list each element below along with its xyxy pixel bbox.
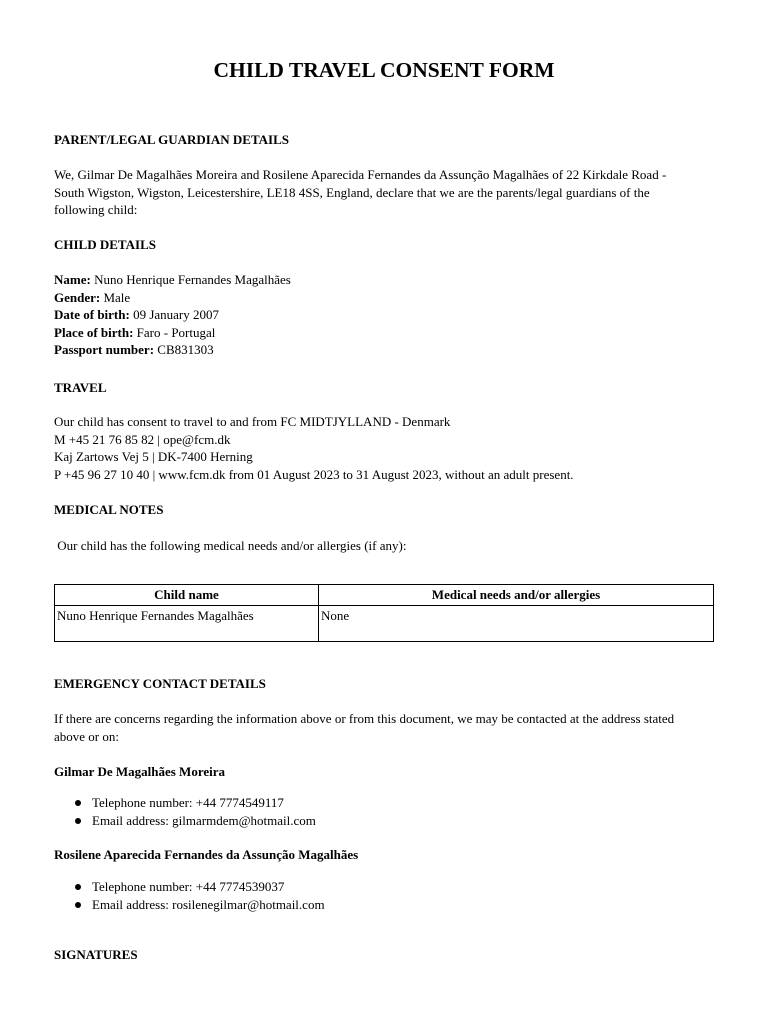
- contact-phone: Telephone number: +44 7774549117: [92, 795, 284, 810]
- emergency-intro: [54, 710, 694, 745]
- medical-heading: MEDICAL NOTES: [54, 502, 164, 517]
- child-field-name: [54, 271, 694, 289]
- contact-phone: Telephone number: +44 7774539037: [92, 879, 285, 894]
- child-details: [54, 271, 694, 359]
- field-value: 09 January 2007: [133, 307, 220, 323]
- guardian-line: We, Gilmar De Magalhães Moreira and Rosilene Aparecida Fernandes da Assunção Magalhães of 22 Kirkdale Road -: [54, 167, 667, 182]
- table-row: [55, 605, 714, 641]
- travel-details: [54, 413, 694, 483]
- bullet-icon: [75, 800, 81, 806]
- field-value: CB831303: [157, 342, 214, 358]
- bullet-icon: [75, 884, 81, 890]
- guardian-heading: PARENT/LEGAL GUARDIAN DETAILS: [54, 132, 290, 147]
- field-label: Place of birth:: [54, 324, 134, 340]
- field-label: Passport number:: [54, 342, 155, 358]
- travel-line: Our child has consent to travel to and from FC MIDTJYLLAND - Denmark: [54, 414, 451, 429]
- signatures-heading: SIGNATURES: [54, 947, 138, 962]
- contact-list: [54, 878, 325, 913]
- cell-medical-needs: None: [319, 605, 714, 641]
- child-field-gender: [54, 289, 694, 307]
- travel-line: M +45 21 76 85 82 | ope@fcm.dk: [54, 431, 231, 447]
- table-header-row: [55, 585, 714, 606]
- field-label: Date of birth:: [54, 307, 130, 323]
- child-field-dob: [54, 306, 694, 324]
- emergency-heading: EMERGENCY CONTACT DETAILS: [54, 676, 266, 691]
- list-item: [54, 794, 316, 812]
- field-label: Name:: [54, 272, 91, 287]
- contact-email: Email address: rosilenegilmar@hotmail.com: [92, 896, 325, 912]
- column-header-medical-needs: Medical needs and/or allergies: [319, 585, 714, 606]
- guardian-declaration: [54, 166, 694, 219]
- bullet-icon: [75, 902, 81, 908]
- emergency-line: If there are concerns regarding the information above or from this document, we may be contacted at the address stated: [54, 711, 675, 726]
- list-item: [54, 812, 316, 830]
- guardian-line: South Wigston, Wigston, Leicestershire, LE18 4SS, England, declare that we are the parents/legal guardians of the: [54, 184, 650, 200]
- page-title: CHILD TRAVEL CONSENT FORM: [213, 58, 555, 82]
- bullet-icon: [75, 818, 81, 824]
- field-value: Faro - Portugal: [136, 324, 216, 340]
- travel-line: P +45 96 27 10 40 | www.fcm.dk from 01 August 2023 to 31 August 2023, without an adult present.: [54, 466, 574, 482]
- contact-email: Email address: gilmarmdem@hotmail.com: [92, 812, 316, 828]
- list-item: [54, 878, 325, 896]
- field-label: Gender:: [54, 289, 101, 305]
- travel-line: Kaj Zartows Vej 5 | DK-7400 Herning: [54, 449, 253, 465]
- list-item: [54, 896, 325, 914]
- emergency-line: above or on:: [54, 728, 119, 744]
- field-value: Male: [103, 289, 131, 305]
- child-field-passport: [54, 341, 694, 359]
- medical-intro: Our child has the following medical needs and/or allergies (if any):: [54, 538, 407, 553]
- contact-name: Rosilene Aparecida Fernandes da Assunção Magalhães: [54, 847, 359, 862]
- field-value: Nuno Henrique Fernandes Magalhães: [94, 272, 291, 287]
- child-heading: CHILD DETAILS: [54, 237, 156, 252]
- guardian-line: following child:: [54, 202, 138, 218]
- cell-child-name: Nuno Henrique Fernandes Magalhães: [55, 605, 319, 641]
- column-header-child-name: Child name: [55, 585, 319, 606]
- contact-name: Gilmar De Magalhães Moreira: [54, 764, 226, 779]
- travel-heading: TRAVEL: [54, 380, 107, 395]
- contact-list: [54, 794, 316, 829]
- medical-table: [54, 584, 714, 642]
- child-field-pob: [54, 324, 694, 342]
